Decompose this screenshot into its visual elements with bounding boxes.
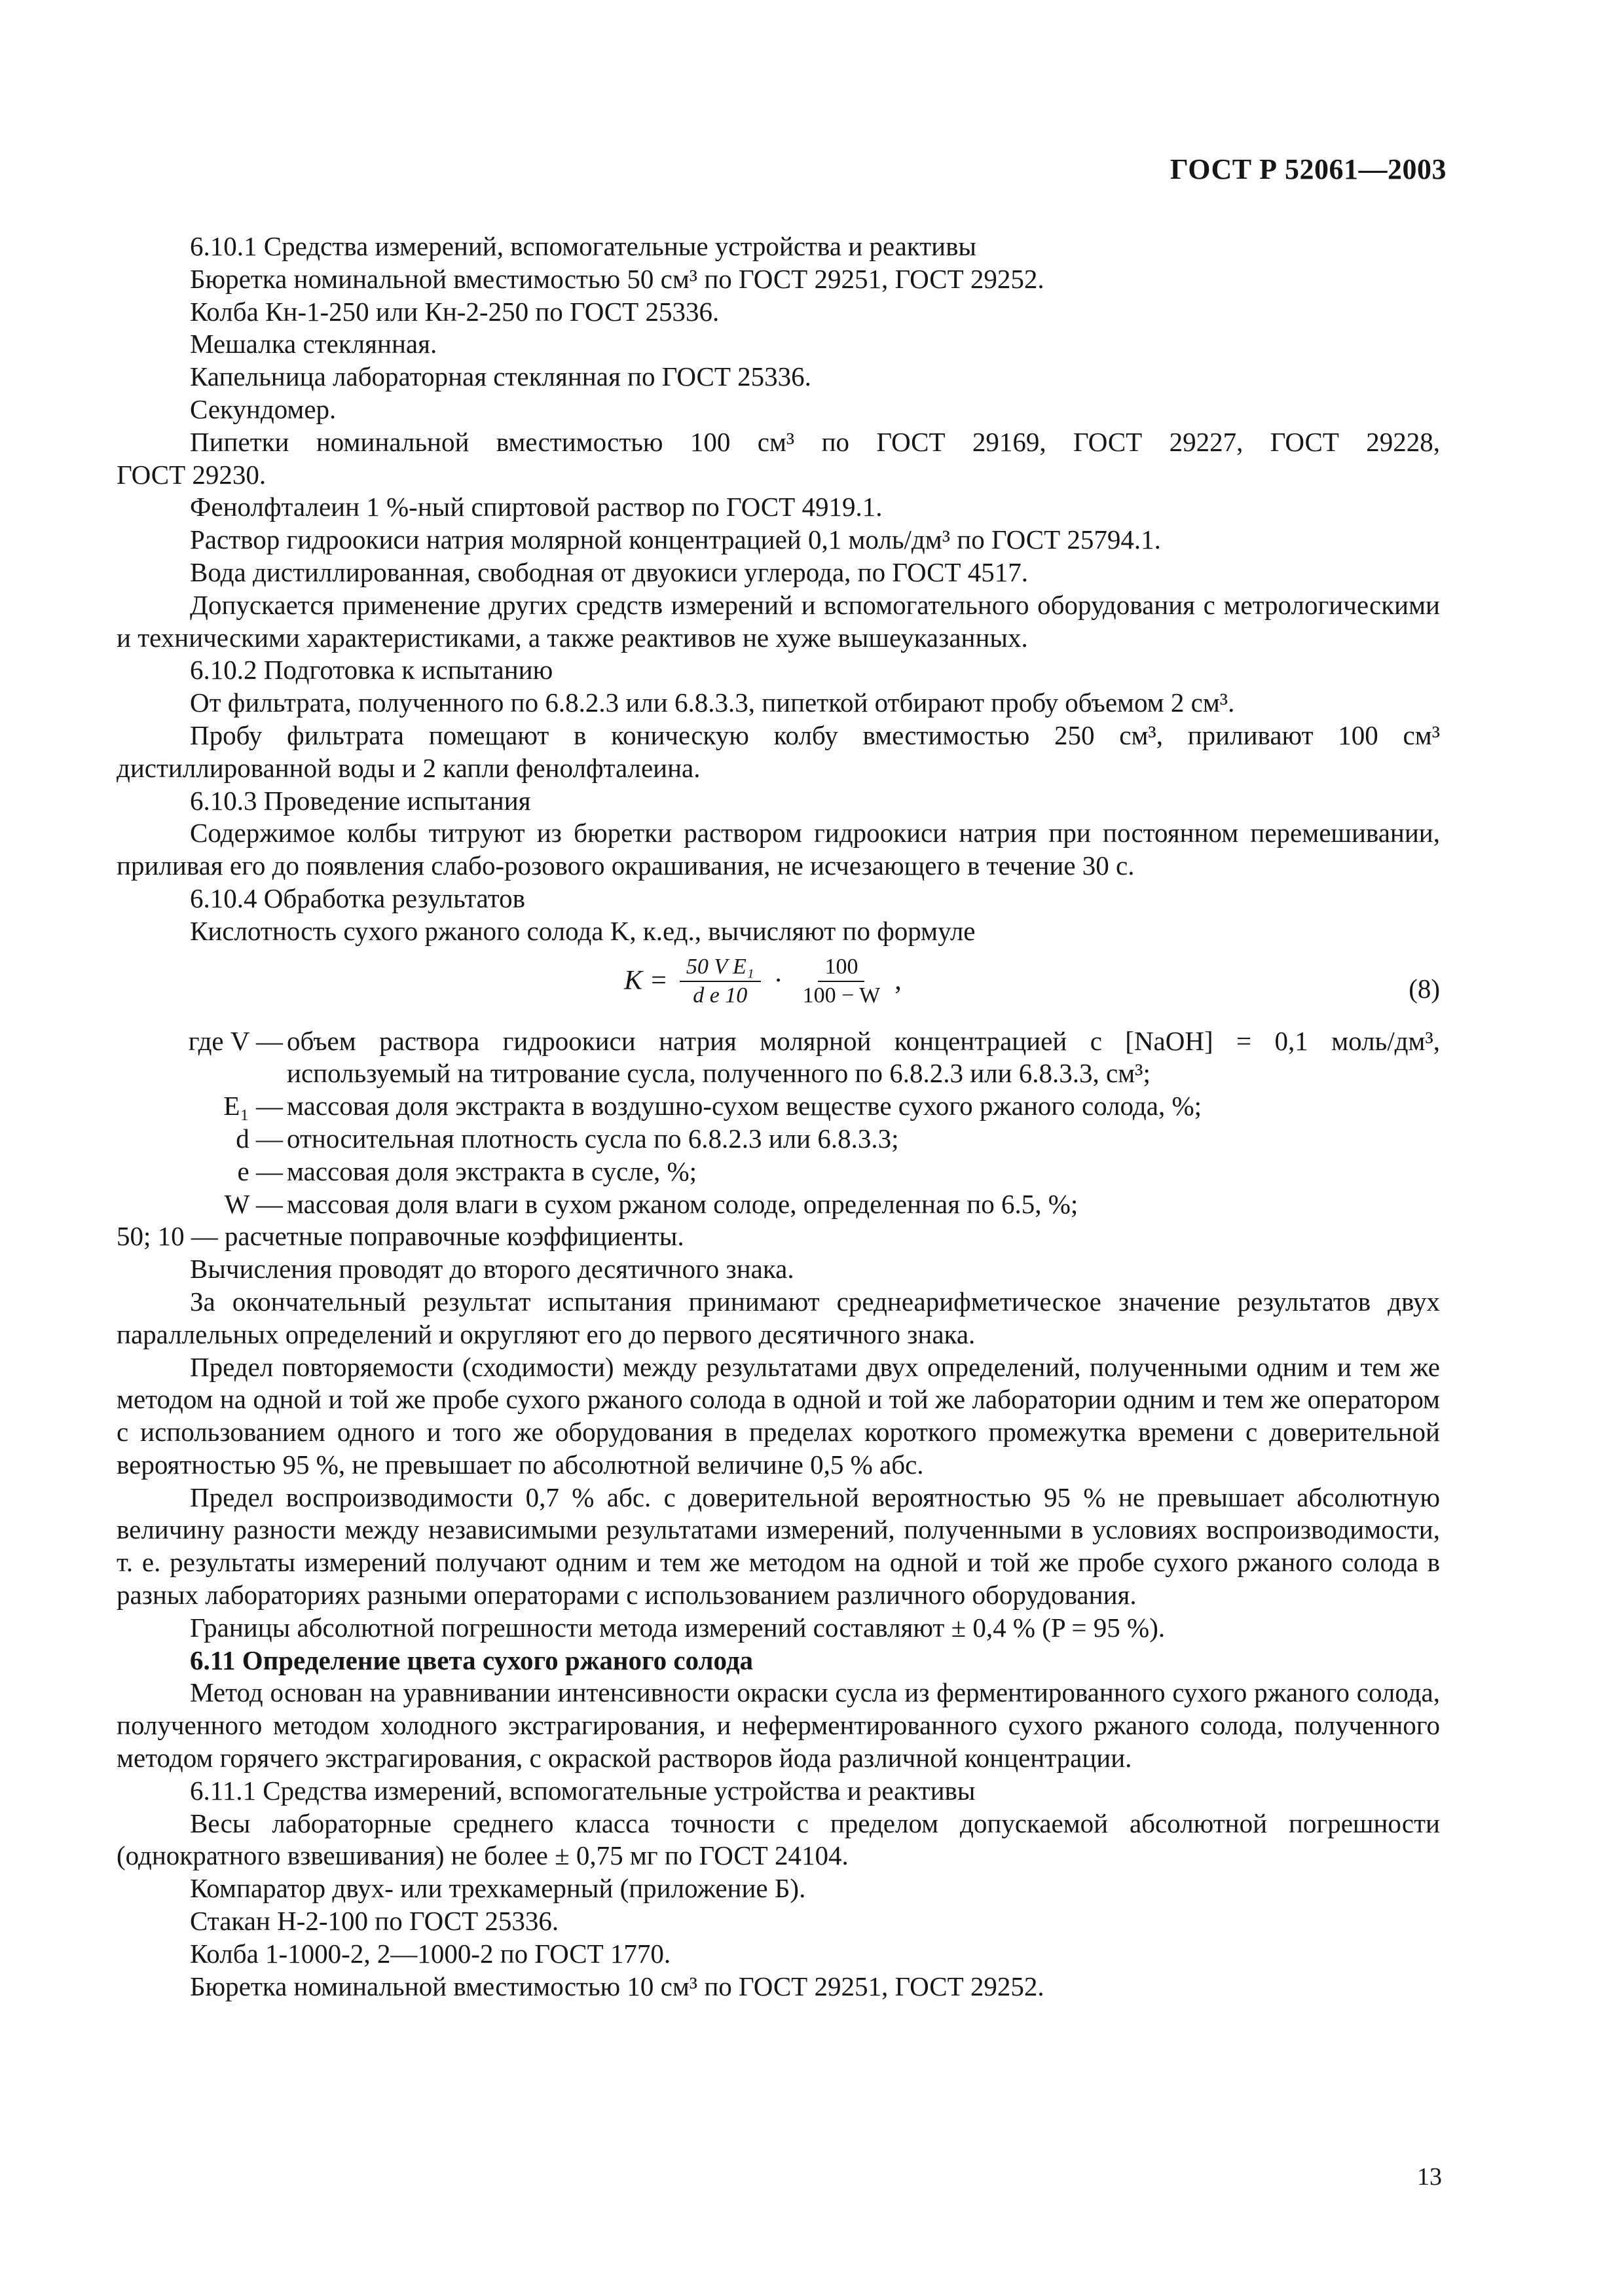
section-6-10-1-title: 6.10.1 Средства измерений, вспомогательные устройства и реактивы [190,231,976,261]
section-6-10-2-title: 6.10.2 Подготовка к испытанию [190,655,553,685]
formula-fraction-2-numerator: 100 [818,953,864,982]
definition-e-term: e — [237,1156,283,1186]
section-6-10-3-title: 6.10.3 Проведение испытания [190,785,531,816]
document-body [117,230,1440,2003]
paragraph-final-result: За окончательный результат испытания принимают среднеарифметическое значение результатов двух параллельных определений и округляют его до первого десятичного знака. [117,1286,1440,1349]
item-phenolphthalein: Фенолфталеин 1 %-ный спиртовой раствор по ГОСТ 4919.1. [190,492,883,522]
formula-definitions [117,1025,1440,1254]
definition-v-desc: объем раствора гидроокиси натрия молярной концентрацией c [NaOH] = 0,1 моль/дм³, [287,1025,1440,1056]
definition-coefficients [117,1220,1440,1253]
formula-lhs: K = [624,965,668,996]
formula-fraction-1-denominator: d e 10 [693,983,748,1008]
paragraph-calculation-precision: Вычисления проводят до второго десятичного знака. [190,1254,794,1285]
formula-multiply-dot: · [773,965,783,996]
definition-w [117,1188,1440,1221]
formula-fraction-2-denominator: 100 − W [802,983,881,1008]
definition-v [117,1025,1440,1058]
paragraph-allowed-equipment: Допускается применение других средств измерений и вспомогательного оборудования с метрологическими и техническими характеристиками, а также реактивов не хуже вышеуказанных. [117,589,1440,653]
formula-comma: , [894,965,902,996]
section-6-10-4-title: 6.10.4 Обработка результатов [190,883,526,913]
section-6-11-1-title: 6.11.1 Средства измерений, вспомогательные устройства и реактивы [190,1775,976,1806]
paragraph-error-bounds: Границы абсолютной погрешности метода измерений составляют ± 0,4 % (P = 95 %). [190,1612,1166,1643]
definition-d [117,1123,1440,1156]
formula-fraction-2 [796,953,887,1010]
item-beaker: Стакан Н-2-100 по ГОСТ 25336. [190,1906,559,1937]
page-number: 13 [1417,2163,1442,2191]
item-scales: Весы лабораторные среднего класса точности с пределом допускаемой абсолютной погрешности (однократного взвешивания) не более ± 0,75 мг по ГОСТ 24104. [117,1808,1440,1871]
formula-expression [624,953,902,1010]
item-flask-1000: Колба 1-1000-2, 2—1000-2 по ГОСТ 1770. [190,1938,671,1969]
item-pipettes-line1: Пипетки номинальной вместимостью 100 см³ по ГОСТ 29169, ГОСТ 29227, ГОСТ 29228, [190,426,1440,457]
definition-w-desc: массовая доля влаги в сухом ржаном солоде, определенная по 6.5, %; [287,1188,1078,1219]
definition-e1-term: E₁ — [223,1091,283,1121]
item-distilled-water: Вода дистиллированная, свободная от двуокиси углерода, по ГОСТ 4517. [190,556,1029,587]
definition-coefficients-desc: расчетные поправочные коэффициенты. [224,1221,684,1252]
formula-8 [117,948,1440,1025]
definition-e1 [117,1090,1440,1123]
definition-e1-desc: массовая доля экстракта в воздушно-сухом веществе сухого ржаного солода, %; [287,1091,1202,1121]
formula-fraction-1-numerator: 50 V E₁ [680,953,761,982]
item-naoh-solution: Раствор гидроокиси натрия молярной концентрацией 0,1 моль/дм³ по ГОСТ 25794.1. [190,524,1161,555]
item-stirrer: Мешалка стеклянная. [190,329,437,359]
paragraph-method-basis: Метод основан на уравнивании интенсивности окраски сусла из ферментированного сухого ржаного солода, полученного методом холодного экстрагирования, и неферментированного сухого ржаного солода, полученного методом горячего экстрагирования, с окраской растворов йода различной концентрации. [117,1677,1440,1774]
formula-fraction-1 [680,953,761,1010]
item-stopwatch: Секундомер. [190,393,337,424]
definition-coefficients-term: 50; 10 — [117,1221,218,1252]
paragraph-titration: Содержимое колбы титруют из бюретки раствором гидроокиси натрия при постоянном перемешивании, приливая его до появления слабо-розового окрашивания, не исчезающего в течение 30 с. [117,818,1440,881]
definition-v-term: где V — [188,1025,283,1056]
item-comparator: Компаратор двух- или трехкамерный (приложение Б). [190,1873,806,1904]
definition-e-desc: массовая доля экстракта в сусле, %; [287,1156,697,1186]
definition-d-term: d — [236,1123,283,1154]
formula-number: (8) [1409,973,1440,1004]
section-6-11-title: 6.11 Определение цвета сухого ржаного солода [190,1645,754,1675]
item-pipettes-line2: ГОСТ 29230. [117,459,267,490]
paragraph-reproducibility: Предел воспроизводимости 0,7 % абс. с доверительной вероятностью 95 % не превышает абсолютную величину разности между независимыми результатами измерений, полученными в условиях воспроизводимости, т. е. результаты измерений получают одним и тем же методом на одной и той же пробе сухого ржаного солода в разных лабораториях разными операторами с использованием различного оборудования. [117,1482,1440,1611]
definition-e [117,1156,1440,1188]
item-flask-kn: Колба Кн-1-250 или Кн-2-250 по ГОСТ 25336. [190,296,720,327]
definition-v-continuation: используемый на титрование сусла, полученного по 6.8.2.3 или 6.8.3.3, см³; [287,1058,1151,1089]
item-burette-50: Бюретка номинальной вместимостью 50 см³ по ГОСТ 29251, ГОСТ 29252. [190,263,1044,294]
paragraph-sample-taking: От фильтрата, полученного по 6.8.2.3 или 6.8.3.3, пипеткой отбирают пробу объемом 2 см³. [190,687,1235,718]
definition-w-term: W — [224,1188,283,1219]
paragraph-sample-flask: Пробу фильтрата помещают в коническую колбу вместимостью 250 см³, приливают 100 см³ дистиллированной воды и 2 капли фенолфталеина. [117,720,1440,783]
item-dropper: Капельница лабораторная стеклянная по ГОСТ 25336. [190,361,811,392]
item-burette-10: Бюретка номинальной вместимостью 10 см³ по ГОСТ 29251, ГОСТ 29252. [190,1971,1044,2001]
paragraph-formula-intro: Кислотность сухого ржаного солода K, к.ед., вычисляют по формуле [190,915,976,946]
paragraph-repeatability: Предел повторяемости (сходимости) между результатами двух определений, полученными одним и тем же методом на одной и той же пробе сухого ржаного солода в одной и той же лаборатории одним и тем же оператором с использованием одного и того же оборудования в пределах короткого промежутка времени с доверительной вероятностью 95 %, не превышает по абсолютной величине 0,5 % абс. [117,1351,1440,1480]
definition-d-desc: относительная плотность сусла по 6.8.2.3 или 6.8.3.3; [287,1123,899,1154]
document-header: ГОСТ Р 52061—2003 [1170,153,1447,185]
